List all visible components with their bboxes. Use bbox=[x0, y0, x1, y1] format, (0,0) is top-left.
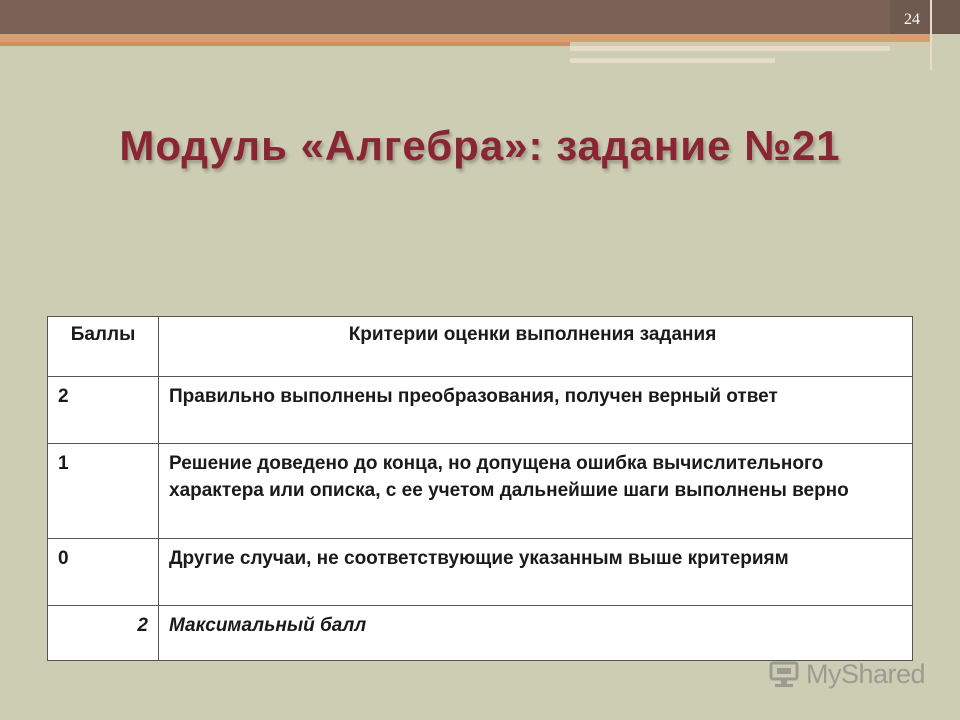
decorative-vertical-line bbox=[930, 0, 932, 70]
row-score: 1 bbox=[48, 444, 159, 539]
table-header-row bbox=[48, 317, 913, 377]
accent-stripe-secondary bbox=[0, 42, 570, 46]
watermark-text: MyShared bbox=[806, 658, 926, 689]
top-bar-corner bbox=[890, 0, 960, 34]
slide-number: 24 bbox=[904, 11, 920, 28]
header-criteria: Критерии оценки выполнения задания bbox=[159, 317, 913, 377]
table-total-row bbox=[48, 606, 913, 661]
row-score: 2 bbox=[48, 377, 159, 444]
row-criteria: Решение доведено до конца, но допущена ошибка вычислительного характера или описка, с ее учетом дальнейшие шаги выполнены верно bbox=[159, 444, 913, 539]
header-score: Баллы bbox=[48, 317, 159, 377]
myshared-logo-icon bbox=[768, 659, 800, 689]
total-score: 2 bbox=[48, 606, 159, 661]
table-row bbox=[48, 444, 913, 539]
decorative-stripe-short bbox=[570, 58, 775, 63]
row-score: 0 bbox=[48, 539, 159, 606]
table-row bbox=[48, 539, 913, 606]
watermark bbox=[768, 657, 925, 691]
row-criteria: Другие случаи, не соответствующие указанным выше критериям bbox=[159, 539, 913, 606]
grading-criteria-table bbox=[47, 316, 913, 661]
row-criteria: Правильно выполнены преобразования, получен верный ответ bbox=[159, 377, 913, 444]
decorative-stripe bbox=[570, 46, 890, 51]
accent-stripe bbox=[0, 34, 930, 42]
table-row bbox=[48, 377, 913, 444]
total-label: Максимальный балл bbox=[159, 606, 913, 661]
slide-title: Модуль «Алгебра»: задание №21 bbox=[119, 122, 841, 169]
top-bar bbox=[0, 0, 960, 34]
